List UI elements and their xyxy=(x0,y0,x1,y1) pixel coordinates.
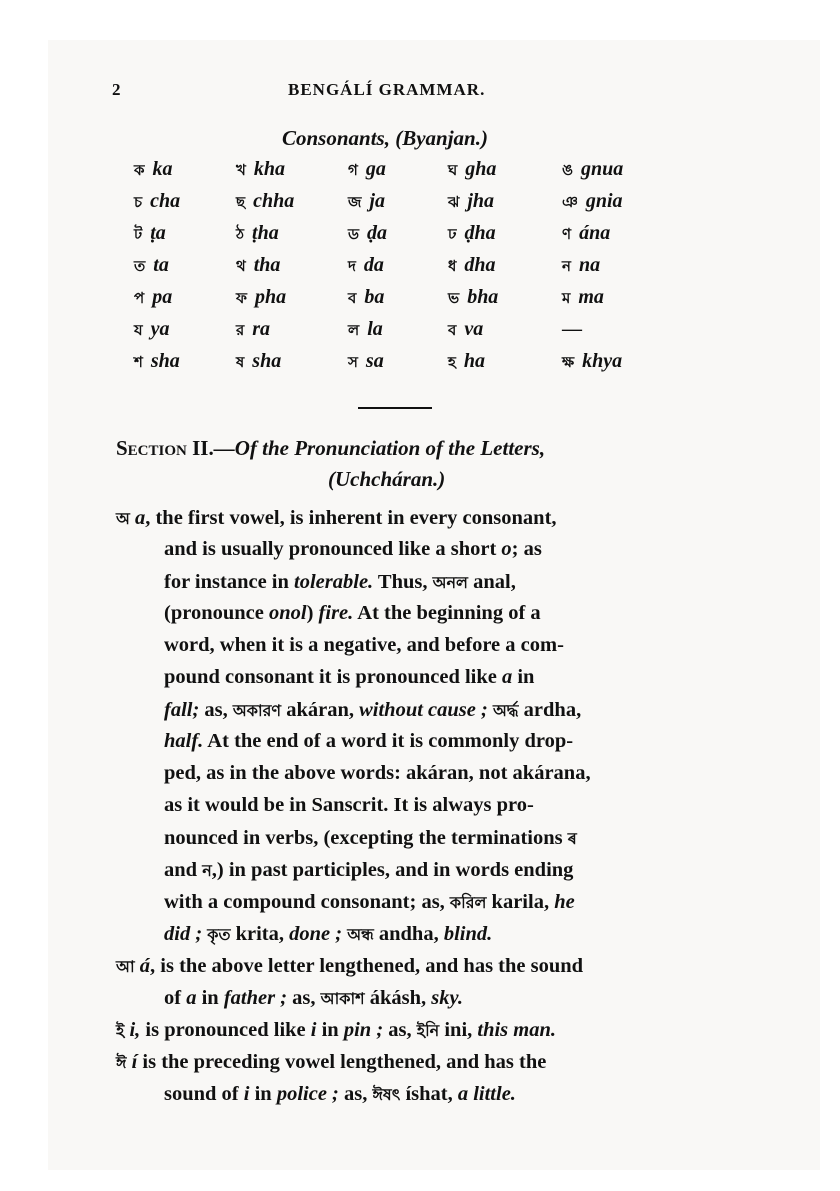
bengali-letter-i: ই xyxy=(116,1021,125,1040)
text-line: ই i, is pronounced like i in pin ; as, ইনি ini, this man. xyxy=(116,1019,557,1041)
transliteration: ba xyxy=(364,286,385,308)
text-line: (pronounce onol) fire. At the beginning of a xyxy=(164,602,541,624)
consonant-cell xyxy=(134,318,170,344)
section-title: —Of the Pronunciation of the Letters, xyxy=(213,436,546,460)
bengali-letter: গ xyxy=(348,161,358,179)
consonant-cell xyxy=(134,222,166,248)
bengali-letter: ঙ xyxy=(562,161,574,179)
text-line: nounced in verbs, (excepting the terminations ৰ xyxy=(164,827,577,849)
consonant-cell xyxy=(134,286,172,312)
consonant-cell xyxy=(448,254,496,280)
bengali-letter: খ xyxy=(236,161,246,179)
transliteration: khya xyxy=(582,350,623,372)
section-divider xyxy=(358,407,432,409)
text-line: fall; as, অকারণ akáran, without cause ; অৰ্দ্ধ ardha, xyxy=(164,699,582,721)
consonant-cell xyxy=(562,158,623,184)
text-line: ঈ í is the preceding vowel lengthened, and has the xyxy=(116,1051,547,1073)
consonant-cell xyxy=(562,222,610,248)
transliteration: bha xyxy=(467,286,499,308)
bengali-letter: ঢ xyxy=(448,225,457,243)
transliteration: sha xyxy=(150,350,180,372)
transliteration: pa xyxy=(152,286,173,308)
bengali-letter: র xyxy=(236,321,245,339)
bengali-letter: ষ xyxy=(236,353,245,371)
transliteration: gha xyxy=(465,158,497,180)
consonant-cell xyxy=(236,286,286,312)
bengali-letter: য xyxy=(134,321,143,339)
bengali-letter: ঘ xyxy=(448,161,458,179)
transliteration: ka xyxy=(152,158,173,180)
section-subtitle: (Uchcháran.) xyxy=(328,467,446,491)
transliteration: cha xyxy=(150,190,181,212)
transliteration: ána xyxy=(579,222,611,244)
bengali-letter: ছ xyxy=(236,193,246,211)
consonant-cell xyxy=(348,222,387,248)
bengali-letter: শ xyxy=(134,353,143,371)
transliteration: ga xyxy=(365,158,386,180)
consonant-cell xyxy=(236,350,281,376)
bengali-letter: ড xyxy=(348,225,360,243)
consonant-cell xyxy=(236,254,280,280)
section-heading xyxy=(116,436,545,461)
bengali-letter: জ xyxy=(348,193,362,211)
transliteration: da xyxy=(363,254,384,276)
text-line: and is usually pronounced like a short o; as xyxy=(164,538,542,560)
transliteration: gnua xyxy=(581,158,624,180)
consonant-cell xyxy=(448,350,485,376)
consonant-cell xyxy=(236,222,279,248)
text-line: word, when it is a negative, and before a com- xyxy=(164,634,564,656)
transliteration: sha xyxy=(252,350,282,372)
bengali-letter: ন xyxy=(562,257,571,275)
text-line: sound of i in police ; as, ঈষৎ íshat, a little. xyxy=(164,1083,516,1105)
transliteration: ma xyxy=(578,286,604,308)
consonant-cell xyxy=(448,158,496,184)
consonant-cell xyxy=(236,318,270,344)
consonant-cell xyxy=(448,190,494,216)
transliteration: kha xyxy=(253,158,285,180)
transliteration: sa xyxy=(365,350,384,372)
transliteration: gnia xyxy=(585,190,623,212)
bengali-letter: ত xyxy=(134,257,146,275)
transliteration: jha xyxy=(467,190,495,212)
bengali-letter: ব xyxy=(448,321,457,339)
text-line: ped, as in the above words: akáran, not akárana, xyxy=(164,762,591,784)
text-line: and ন,) in past participles, and in words ending xyxy=(164,859,574,881)
text-line: did ; কৃত krita, done ; অন্ধ andha, blind. xyxy=(164,923,493,945)
consonant-cell xyxy=(134,158,173,184)
transliteration: chha xyxy=(253,190,295,212)
consonant-cell xyxy=(562,254,600,280)
bengali-letter: ঝ xyxy=(448,193,460,211)
transliteration: ya xyxy=(150,318,170,340)
text-line: half. At the end of a word it is commonly drop- xyxy=(164,730,574,752)
transliteration: ṭha xyxy=(252,222,279,244)
transliteration: ḍha xyxy=(464,222,496,244)
transliteration: ḍa xyxy=(367,222,388,244)
consonant-cell xyxy=(236,190,294,216)
running-title: BENGÁLÍ GRAMMAR. xyxy=(288,80,486,99)
text-line: for instance in tolerable. Thus, অনল anal, xyxy=(164,571,516,593)
bengali-letter: চ xyxy=(134,193,143,211)
consonant-cell xyxy=(134,350,180,376)
page-number: 2 xyxy=(112,80,121,99)
consonant-cell xyxy=(562,190,623,216)
bengali-letter: ম xyxy=(562,289,571,307)
consonant-cell xyxy=(134,254,169,280)
bengali-letter: ধ xyxy=(448,257,457,275)
transliteration: ja xyxy=(369,190,385,212)
consonant-cell xyxy=(348,158,386,184)
text-line: with a compound consonant; as, করিল karila, he xyxy=(164,891,575,913)
bengali-letter-a: অ xyxy=(116,509,130,528)
bengali-letter: স xyxy=(348,353,358,371)
bengali-letter: হ xyxy=(448,353,456,371)
transliteration: la xyxy=(367,318,383,340)
transliteration: ha xyxy=(463,350,486,372)
bengali-letter: ল xyxy=(348,321,360,339)
consonant-cell xyxy=(134,190,180,216)
bengali-letter: ট xyxy=(134,225,143,243)
transliteration: pha xyxy=(254,286,287,308)
bengali-letter: ঞ xyxy=(562,193,578,211)
consonant-cell xyxy=(348,350,384,376)
transliteration: ra xyxy=(252,318,271,340)
bengali-letter: দ xyxy=(348,257,356,275)
bengali-letter: ণ xyxy=(562,225,572,243)
text-line: আ á, is the above letter lengthened, and has the sound xyxy=(116,955,584,977)
consonant-cell xyxy=(236,158,285,184)
bengali-letter: ক্ষ xyxy=(562,353,575,371)
transliteration: na xyxy=(578,254,601,276)
bengali-letter-ii: ঈ xyxy=(116,1053,127,1072)
consonant-cell xyxy=(348,190,385,216)
consonant-cell xyxy=(562,286,604,312)
bengali-letter: ব xyxy=(348,289,357,307)
text-line: pound consonant it is pronounced like a in xyxy=(164,666,535,688)
bengali-letter: ঠ xyxy=(236,225,245,243)
transliteration: va xyxy=(464,318,484,340)
consonants-title: Consonants, (Byanjan.) xyxy=(282,126,488,150)
consonant-cell xyxy=(562,318,582,341)
bengali-letter: ফ xyxy=(236,289,247,307)
bengali-letter: ক xyxy=(134,161,145,179)
text-line: as it would be in Sanscrit. It is always pro- xyxy=(164,794,534,816)
text-line: of a in father ; as, আকাশ ákásh, sky. xyxy=(164,987,463,1009)
transliteration: ṭa xyxy=(150,222,166,244)
section-label: Section II. xyxy=(116,436,214,460)
consonant-cell xyxy=(348,318,383,344)
transliteration: ta xyxy=(153,254,169,276)
consonant-cell xyxy=(348,286,384,312)
bengali-letter: প xyxy=(134,289,145,307)
text-line: অ a, the first vowel, is inherent in every consonant, xyxy=(116,507,557,529)
consonant-cell xyxy=(448,222,496,248)
consonant-cell xyxy=(448,286,498,312)
bengali-letter: থ xyxy=(236,257,246,275)
transliteration: — xyxy=(562,318,582,340)
transliteration: dha xyxy=(464,254,496,276)
bengali-letter: ভ xyxy=(448,289,460,307)
consonant-cell xyxy=(348,254,384,280)
consonant-cell xyxy=(562,350,622,376)
bengali-letter-aa: আ xyxy=(116,957,135,976)
consonant-cell xyxy=(448,318,483,344)
transliteration: tha xyxy=(253,254,281,276)
